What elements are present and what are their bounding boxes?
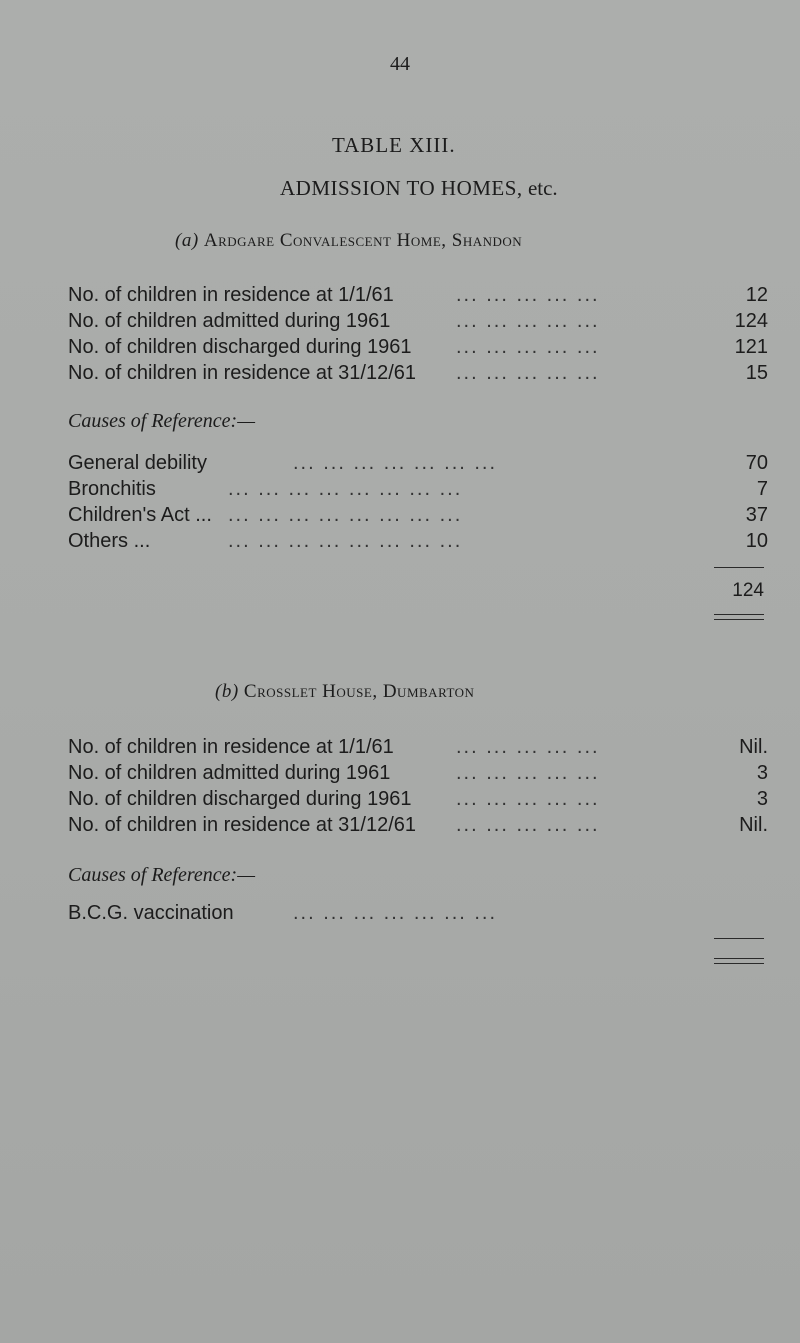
- section-a-total: 124: [732, 580, 764, 601]
- leader-dots: ... ... ... ... ...: [456, 762, 600, 784]
- row-label: General debility: [68, 452, 207, 474]
- leader-dots: ... ... ... ... ...: [456, 336, 600, 358]
- row-value: 10: [745, 530, 768, 552]
- section-b-title-text: Crosslet House, Dumbarton: [243, 681, 475, 702]
- section-a-title: [175, 230, 522, 252]
- double-rule: [714, 614, 764, 620]
- table-title: TABLE XIII.: [332, 133, 456, 157]
- row-value: 12: [745, 284, 768, 306]
- leader-dots: ... ... ... ... ... ... ... ...: [228, 530, 463, 552]
- row-value: 121: [734, 336, 768, 358]
- row-label: Children's Act ...: [68, 504, 212, 526]
- sum-rule: [714, 938, 764, 939]
- heading-suffix: etc.: [527, 176, 558, 200]
- leader-dots: ... ... ... ... ...: [456, 284, 600, 306]
- table-row: [68, 736, 768, 762]
- table-row: [68, 788, 768, 814]
- leader-dots: ... ... ... ... ...: [456, 736, 600, 758]
- leader-dots: ... ... ... ... ... ... ...: [293, 902, 498, 924]
- row-label: Others ...: [68, 530, 151, 552]
- table-row: [68, 530, 768, 556]
- section-a-marker: (a): [175, 230, 199, 251]
- table-row: [68, 902, 768, 928]
- row-label: No. of children admitted during 1961: [68, 762, 391, 784]
- row-value: Nil.: [739, 814, 768, 836]
- table-row: [68, 452, 768, 478]
- row-value: 70: [745, 452, 768, 474]
- table-row: [68, 478, 768, 504]
- row-label: No. of children discharged during 1961: [68, 788, 412, 810]
- page-number: 44: [390, 53, 410, 75]
- section-b-title: [215, 681, 474, 703]
- row-label: No. of children in residence at 1/1/61: [68, 284, 394, 306]
- causes-heading: Causes of Reference:—: [68, 864, 255, 886]
- table-row: [68, 504, 768, 530]
- leader-dots: ... ... ... ... ... ... ... ...: [228, 478, 463, 500]
- row-value: 37: [745, 504, 768, 526]
- leader-dots: ... ... ... ... ... ... ... ...: [228, 504, 463, 526]
- sum-rule: [714, 567, 764, 568]
- table-row: [68, 762, 768, 788]
- heading-main: ADMISSION TO HOMES,: [280, 176, 523, 200]
- table-row: [68, 362, 768, 388]
- row-label: No. of children in residence at 1/1/61: [68, 736, 394, 758]
- section-a-title-text: Ardgare Convalescent Home, Shandon: [203, 230, 523, 251]
- row-label: No. of children in residence at 31/12/61: [68, 814, 416, 836]
- double-rule: [714, 958, 764, 964]
- row-label: B.C.G. vaccination: [68, 902, 234, 924]
- row-value: 7: [756, 478, 768, 500]
- leader-dots: ... ... ... ... ... ... ...: [293, 452, 498, 474]
- table-row: [68, 814, 768, 840]
- leader-dots: ... ... ... ... ...: [456, 788, 600, 810]
- row-value: 15: [745, 362, 768, 384]
- causes-heading: Causes of Reference:—: [68, 410, 255, 432]
- leader-dots: ... ... ... ... ...: [456, 310, 600, 332]
- table-row: [68, 310, 768, 336]
- row-value: 3: [756, 762, 768, 784]
- row-value: Nil.: [739, 736, 768, 758]
- table-row: [68, 284, 768, 310]
- leader-dots: ... ... ... ... ...: [456, 814, 600, 836]
- row-value: 3: [756, 788, 768, 810]
- table-row: [68, 336, 768, 362]
- row-label: No. of children in residence at 31/12/61: [68, 362, 416, 384]
- leader-dots: ... ... ... ... ...: [456, 362, 600, 384]
- document-heading: [280, 176, 558, 201]
- section-b-marker: (b): [215, 681, 239, 702]
- row-value: 124: [734, 310, 768, 332]
- row-label: No. of children discharged during 1961: [68, 336, 412, 358]
- row-label: No. of children admitted during 1961: [68, 310, 391, 332]
- row-label: Bronchitis: [68, 478, 156, 500]
